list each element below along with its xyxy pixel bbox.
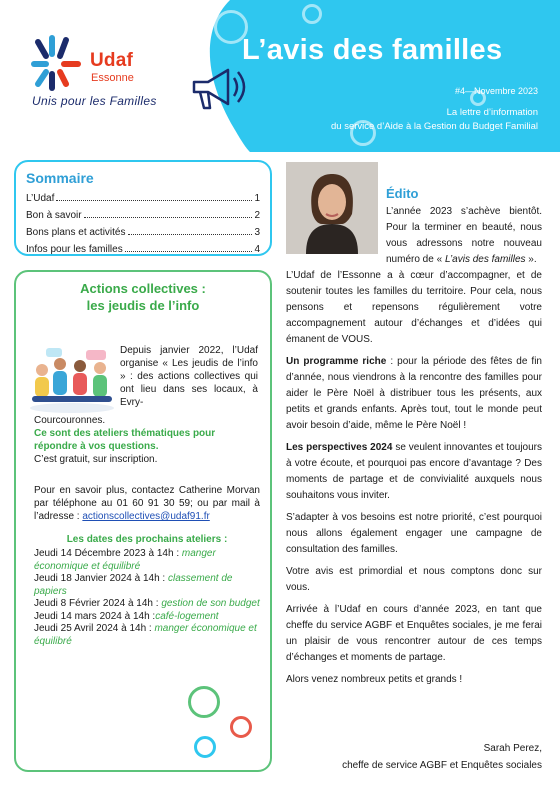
- newsletter-subtitle: [331, 106, 538, 134]
- decorative-circle: [188, 686, 220, 718]
- session-date: Jeudi 14 Décembre 2023 à 14h :: [34, 548, 182, 559]
- toc-page: 2: [254, 210, 260, 221]
- actions-intro: Depuis janvier 2022, l’Udaf organise « Les jeudis de l’info » : des actions collectives qui ont lieu dans ses locaux, à Evry-: [120, 345, 258, 408]
- edito-paragraph: [286, 440, 542, 504]
- free-statement: C’est gratuit, sur inscription.: [34, 454, 158, 465]
- edito-title: Édito: [386, 186, 419, 201]
- author-photo: [286, 162, 378, 254]
- contact-text: Pour en savoir plus, contactez Catherine Morvan par téléphone au 01 60 91 30 59; ou par mail à l’adresse :: [34, 485, 260, 522]
- edito-intro: [386, 204, 542, 268]
- edito-paragraph: L’Udaf de l’Essonne a à cœur d’accompagner, et de soutenir toutes les familles du territoire. Pour cela, nous pensons et repensons régulièrement votre accompagnement autour d’échanges et d’idées qui émanent de VOUS.: [286, 270, 542, 345]
- toc-label: Bon à savoir: [26, 210, 82, 221]
- brand-subtitle: Essonne: [91, 72, 134, 84]
- session-topic: manger économique et équilibré: [34, 623, 257, 647]
- issue-number: #4—Novembre 2023: [454, 86, 538, 96]
- toc-leader: [125, 251, 253, 252]
- actions-title: [30, 280, 256, 314]
- table-of-contents: [14, 160, 272, 256]
- session-topic: classement de papiers: [34, 573, 233, 597]
- edito-lead: Un programme riche: [286, 356, 387, 367]
- session-item: [34, 573, 260, 598]
- edito-intro-text: L’année 2023 s’achève bientôt. Pour la terminer en beauté, nous vous adressons notre nouveau numéro de «: [386, 206, 542, 265]
- udaf-figures-icon: [28, 34, 90, 92]
- decorative-circle: [230, 716, 252, 738]
- toc-leader: [56, 200, 252, 201]
- newsletter-title: L’avis des familles: [242, 34, 503, 66]
- actions-title-line: Actions collectives :: [80, 281, 206, 296]
- session-topic: manger économique et équilibré: [34, 548, 216, 572]
- edito-paragraph: Arrivée à l’Udaf en cours d’année 2023, en tant que cheffe du service AGBF et Enquêtes sociales, je me ferai un plaisir de vous rencontrer autour de ces temps d’échanges et moments de partage.: [286, 604, 542, 663]
- toc-leader: [84, 217, 253, 218]
- edito-body: [286, 268, 542, 694]
- session-topic: café-logement: [155, 610, 219, 622]
- toc-title: Sommaire: [26, 170, 94, 186]
- toc-item[interactable]: [26, 190, 260, 207]
- signature-role: cheffe de service AGBF et Enquêtes sociales: [342, 760, 542, 771]
- edito-paragraph: Alors venez nombreux petits et grands !: [286, 674, 463, 685]
- toc-item[interactable]: [26, 207, 260, 224]
- session-date: Jeudi 14 mars 2024 à 14h :: [34, 610, 156, 622]
- toc-label: L’Udaf: [26, 193, 55, 204]
- edito-text: se veulent innovantes et toujours à votre écoute, et pourquoi pas encore d’avantage ? Des moments de partage et de convivialité auxquels nous souhaitons vous inviter.: [286, 442, 542, 501]
- edito-paragraph: [286, 354, 542, 434]
- megaphone-icon: [178, 58, 248, 118]
- session-item: [34, 548, 260, 573]
- edito-paragraph: Votre avis est primordial et nous comptons donc sur vous.: [286, 566, 542, 593]
- signature: [286, 740, 542, 774]
- decorative-circle: [194, 736, 216, 758]
- edito-newsletter-name: L’avis des familles: [444, 254, 526, 265]
- session-item: [34, 611, 260, 624]
- toc-page: 4: [254, 244, 260, 255]
- signature-name: Sarah Perez,: [483, 743, 542, 754]
- themes-statement: Ce sont des ateliers thématiques pour répondre à vos questions.: [34, 428, 216, 452]
- toc-page: 1: [254, 193, 260, 204]
- intro-city: Courcouronnes.: [34, 415, 106, 426]
- session-date: Jeudi 8 Février 2024 à 14h :: [34, 598, 162, 609]
- edito-intro-end: ».: [525, 254, 537, 265]
- contact-email-link[interactable]: actionscollectives@udaf91.fr: [82, 511, 210, 522]
- edito-text: : pour la période des fêtes de fin d’année, nous viendrons à la rencontre des familles pour aider le Père Noël à distribuer tous les présents, aux petits et grands enfants. Après tout, tout le monde peut avoir besoin d’aide, même le Père Noël !: [286, 356, 542, 431]
- subtitle-line: La lettre d’information: [446, 107, 538, 118]
- toc-item[interactable]: [26, 241, 260, 258]
- edito-lead: Les perspectives 2024: [286, 442, 393, 453]
- session-item: [34, 623, 260, 648]
- actions-title-line: les jeudis de l’info: [86, 298, 200, 313]
- brand-tagline: Unis pour les Familles: [32, 94, 157, 108]
- session-item: [34, 598, 260, 611]
- toc-leader: [128, 234, 253, 235]
- toc-item[interactable]: [26, 224, 260, 241]
- actions-intro-continued: [34, 414, 260, 466]
- brand-name: Udaf: [90, 50, 134, 71]
- group-discussion-illustration: [26, 346, 118, 416]
- toc-label: Infos pour les familles: [26, 244, 123, 255]
- toc-page: 3: [254, 227, 260, 238]
- session-topic: gestion de son budget: [161, 598, 260, 609]
- dates-title: Les dates des prochains ateliers :: [66, 534, 228, 545]
- decorative-bubble: [302, 4, 322, 24]
- session-date: Jeudi 18 Janvier 2024 à 14h :: [34, 573, 168, 584]
- sessions-list: [34, 548, 260, 648]
- actions-collectives-box: [14, 270, 272, 772]
- portrait-image: [286, 162, 378, 254]
- edito-paragraph: S’adapter à vos besoins est notre priorité, c’est pourquoi nous allons également engager une campagne de consultation des familles.: [286, 512, 542, 555]
- session-date: Jeudi 25 Avril 2024 à 14h :: [34, 623, 155, 634]
- subtitle-line: du service d’Aide à la Gestion du Budget Familial: [330, 121, 538, 132]
- udaf-logo: [28, 34, 198, 114]
- contact-paragraph: [34, 484, 260, 523]
- toc-label: Bons plans et activités: [26, 227, 126, 238]
